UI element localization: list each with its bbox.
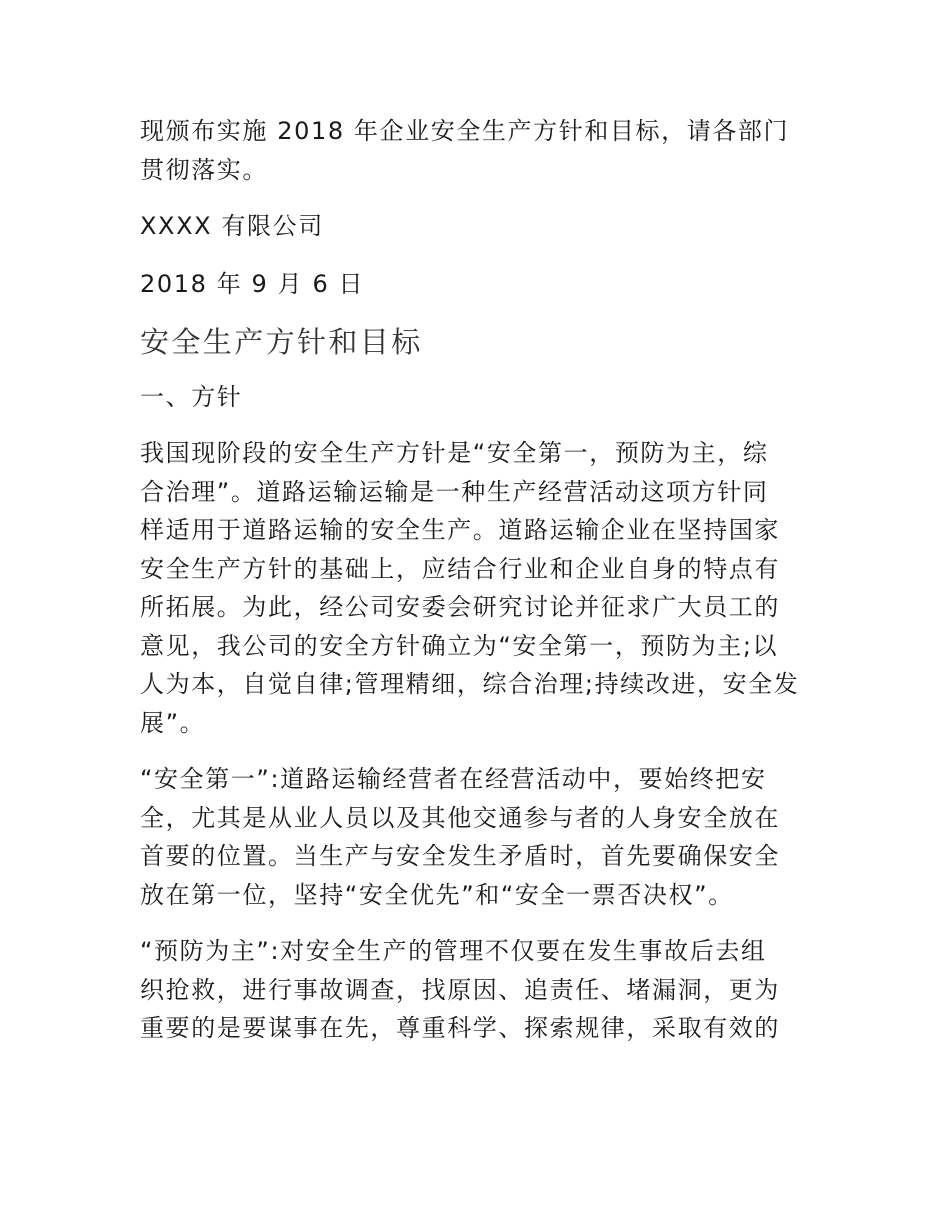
intro-line: 贯彻落实。	[140, 155, 268, 184]
paragraph-line: “预防为主”:对安全生产的管理不仅要在发生事故后去组	[140, 937, 767, 965]
issue-date: 2018 年 9 月 6 日	[140, 269, 365, 298]
company-name: XXXX 有限公司	[140, 212, 324, 240]
paragraph-line: 展”。	[140, 708, 206, 737]
paragraph-line: 意见，我公司的安全方针确立为“安全第一，预防为主;以	[140, 631, 779, 660]
paragraph-line: 安全生产方针的基础上，应结合行业和企业自身的特点有	[140, 554, 780, 583]
policy-paragraph	[140, 434, 812, 742]
safety-first-paragraph	[140, 760, 812, 914]
paragraph-line: 全，尤其是从业人员以及其他交通参与者的人身安全放在	[140, 803, 780, 832]
paragraph-line: 放在第一位，坚持“安全优先”和“安全一票否决权”。	[140, 880, 734, 909]
paragraph-line: 织抢救，进行事故调查，找原因、追责任、堵漏洞，更为	[140, 975, 780, 1004]
paragraph-line: “安全第一”:道路运输经营者在经营活动中，要始终把安	[140, 765, 767, 793]
paragraph-line: 所拓展。为此，经公司安委会研究讨论并征求广大员工的	[140, 593, 780, 621]
paragraph-line: 我国现阶段的安全生产方针是“安全第一，预防为主，综	[140, 439, 769, 467]
intro-paragraph	[140, 112, 812, 189]
document-title: 安全生产方针和目标	[140, 325, 423, 359]
paragraph-line: 人为本，自觉自律;管理精细，综合治理;持续改进，安全发	[140, 670, 800, 698]
section-heading: 一、方针	[140, 383, 243, 411]
prevention-paragraph	[140, 932, 812, 1048]
document-page	[140, 112, 812, 1066]
paragraph-line: 首要的位置。当生产与安全发生矛盾时，首先要确保安全	[140, 842, 780, 870]
intro-line: 现颁布实施 2018 年企业安全生产方针和目标，请各部门	[140, 117, 790, 145]
paragraph-line: 重要的是要谋事在先，尊重科学、探索规律，采取有效的	[140, 1014, 780, 1042]
paragraph-line: 合治理”。道路运输运输是一种生产经营活动这项方针同	[140, 477, 769, 506]
paragraph-line: 样适用于道路运输的安全生产。道路运输企业在坚持国家	[140, 516, 780, 544]
